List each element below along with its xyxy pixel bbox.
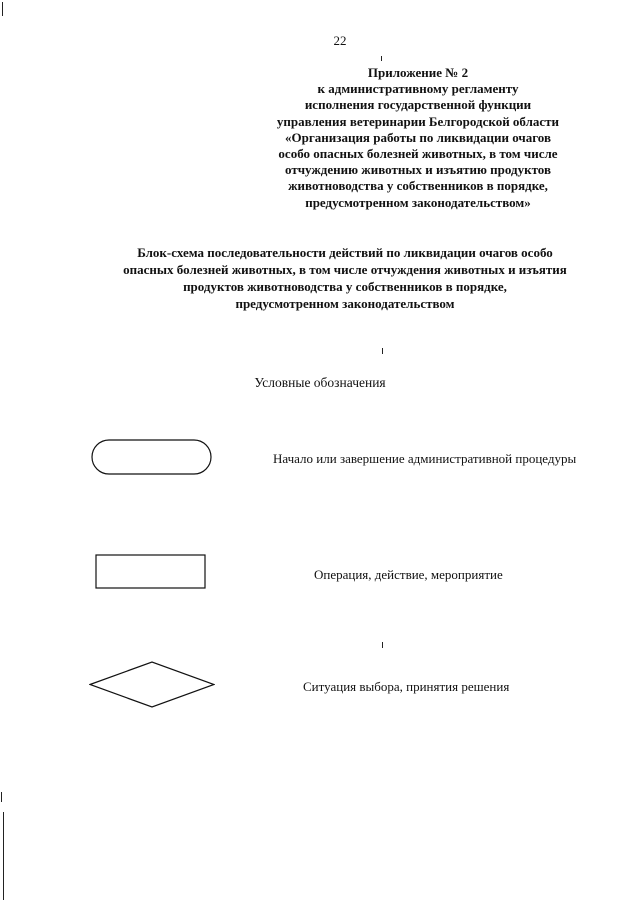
scan-artifact [2, 2, 3, 16]
title-line: продуктов животноводства у собственников в порядке, [183, 279, 507, 294]
appendix-line: животноводства у собственников в порядке, [288, 178, 548, 194]
appendix-line: управления ветеринарии Белгородской области [276, 113, 560, 129]
scan-artifact [381, 56, 382, 61]
appendix-header [268, 65, 568, 211]
legend-label-terminal: Начало или завершение административной процедуры [273, 451, 577, 466]
appendix-line: предусмотренном законодательством» [305, 194, 531, 210]
appendix-line: особо опасных болезней животных, в том числе [278, 146, 558, 162]
appendix-line: «Организация работы по ликвидации очагов [285, 129, 551, 145]
legend-label-decision: Ситуация выбора, принятия решения [303, 679, 510, 694]
appendix-line: исполнения государственной функции [304, 97, 532, 113]
appendix-line: к административному регламенту [317, 81, 519, 97]
legend-label-process: Операция, действие, мероприятие [314, 567, 503, 582]
scan-artifact [3, 812, 4, 900]
title-line: Блок-схема последовательности действий по ликвидации очагов особо [137, 245, 553, 260]
page-number: 22 [333, 33, 347, 48]
decision-symbol [89, 661, 215, 708]
legend-heading: Условные обозначения [254, 375, 386, 390]
scan-artifact [1, 792, 2, 802]
title-line: предусмотренном законодательством [235, 296, 455, 311]
appendix-line: Приложение № 2 [367, 65, 469, 80]
title-line: опасных болезней животных, в том числе отчуждения животных и изъятия [123, 262, 567, 277]
process-symbol [95, 554, 206, 589]
scan-artifact [382, 642, 383, 648]
appendix-line: отчуждению животных и изъятию продуктов [285, 162, 551, 178]
document-title [80, 244, 610, 312]
terminal-symbol [91, 439, 212, 475]
scan-artifact [382, 348, 383, 354]
